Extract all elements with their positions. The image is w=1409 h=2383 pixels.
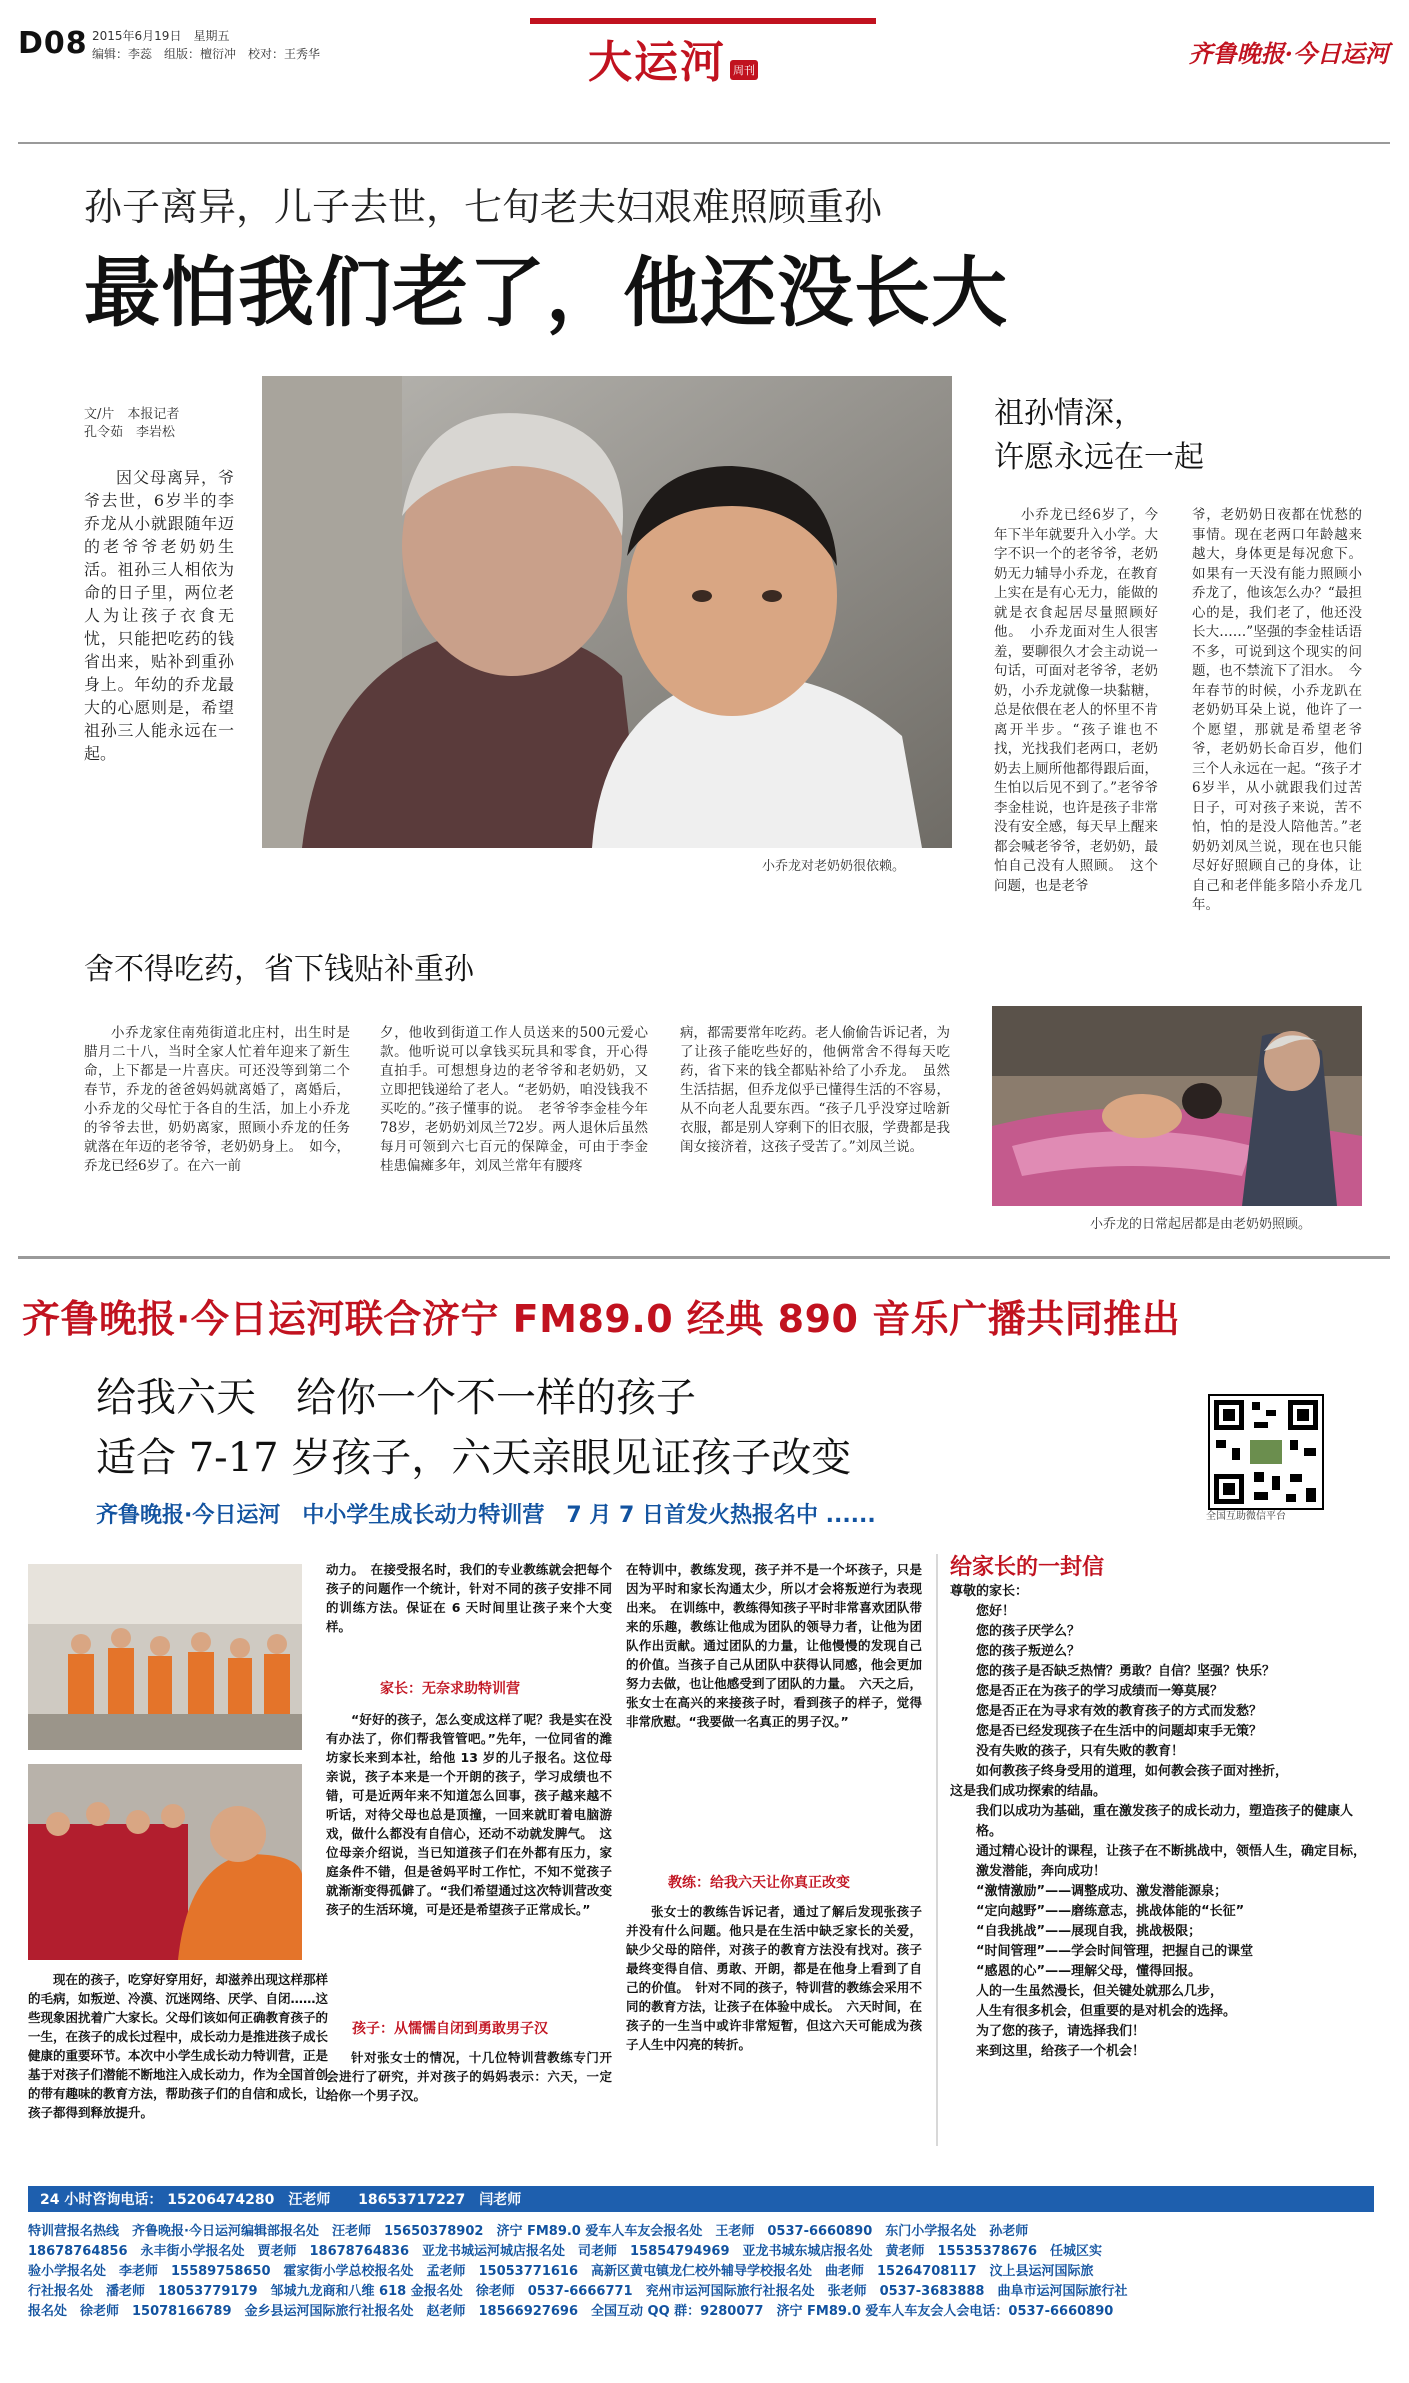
photo-2-caption: 小乔龙的日常起居都是由老奶奶照顾。 — [1090, 1217, 1312, 1232]
registration-row: 特训营报名热线 齐鲁晚报·今日运河编辑部报名处 汪老师 15650378902 济宁 FM89.0 爱车人车友会报名处 王老师 0537-6660890 东门小学报名处 孙老师 — [28, 2224, 1029, 2239]
hotline-label: 24 小时咨询电话： — [40, 2192, 163, 2208]
byline-line-2: 孔令茹 李岩松 — [84, 425, 176, 440]
article-lead: 因父母离异，爷爷去世，6岁半的李乔龙从小就跟随年迈的老爷爷老奶奶生活。祖孙三人相依为命的日子里，两位老人为让孩子衣食无忧，只能把吃药的钱省出来，贴补到重孙身上。年幼的乔龙最大的心愿则是，希望祖孙三人能永远在一起。 — [84, 468, 234, 763]
ad-col3-body-2: 张女士的教练告诉记者，通过了解后发现张孩子并没有什么问题。他只是在生活中缺乏家长的关爱，缺少父母的陪伴，对孩子的教育方法没有找对。孩子最终变得自信、勇敢、开朗，都是在他身上看到了自己的价值。 针对不同的孩子，特训营的教练会采用不同的教育方法，让孩子在体验中成长。 六天时间，在孩子的一生当中或许非常短暂，但这六天可能成为孩子人生中闪亮的转折。 — [626, 1904, 922, 2052]
masthead-logo — [588, 26, 758, 90]
hotline-number-1[interactable]: 15206474280 汪老师 — [167, 2192, 331, 2208]
letter-line: 您的孩子是否缺乏热情？勇敢？自信？坚强？快乐？ — [976, 1664, 1276, 1679]
ad-photo-kids-hallway — [28, 1564, 302, 1750]
letter-line: 没有失败的孩子，只有失败的教育！ — [976, 1744, 1185, 1759]
masthead-title: 大运河 — [588, 37, 726, 88]
ad-col2-intro: 动力。 在接受报名时，我们的专业教练就会把每个孩子的问题作一个统计，针对不同的孩子安排不同的训练方法。保证在 6 天时间里让孩子来个大变样。 — [326, 1562, 612, 1634]
letter-line: 您的孩子叛逆么？ — [976, 1644, 1081, 1659]
section-1-title-line-2: 许愿永远在一起 — [994, 440, 1204, 475]
registration-row: 18678764856 永丰街小学报名处 贾老师 18678764836 亚龙书城运河城店报名处 司老师 15854794969 亚龙书城东城店报名处 黄老师 15535378676 任城区实 — [28, 2244, 1102, 2259]
qr-code-icon[interactable] — [1208, 1394, 1324, 1510]
photo-grandmother-and-boy — [262, 376, 952, 848]
section-1-title-line-1: 祖孙情深， — [994, 396, 1144, 431]
letter-line: 您好！ — [976, 1604, 1016, 1619]
article-kicker: 孙子离异，儿子去世，七旬老夫妇艰难照顾重孙 — [84, 185, 883, 229]
header-divider — [18, 142, 1390, 144]
section-2-col-2: 夕，他收到街道工作人员送来的500元爱心款。他听说可以拿钱买玩具和零食，开心得直拍手。可想想身边的老爷爷和老奶奶，又立即把钱递给了老人。“老奶奶，咱没钱我不买吃的。”孩子懂事的说。 老爷爷李金桂今年78岁，老奶奶刘凤兰72岁。两人退休后虽然每月可领到六七百元的保障金，可由于李金桂患偏瘫多年，刘凤兰常年有腰疼 — [380, 1025, 648, 1174]
ad-banner: 齐鲁晚报·今日运河联合济宁 FM89.0 经典 890 音乐广播共同推出 — [22, 1297, 1181, 1341]
masthead-tag: 周刊 — [730, 60, 758, 80]
letter-line: “时间管理”——学会时间管理，把握自己的课堂 — [976, 1944, 1254, 1959]
brand-right: 齐鲁晚报·今日运河 — [1188, 39, 1389, 68]
letter-line: 您的孩子厌学么？ — [976, 1624, 1081, 1639]
ad-photo-kids-group — [28, 1764, 302, 1960]
ad-col2-body-1: “好好的孩子，怎么变成这样了呢？我是实在没有办法了，你们帮我管管吧。”先年，一位同省的潍坊家长来到本社，给他 13 岁的儿子报名。这位母亲说，孩子本来是一个开朗的孩子，学习成绩也不错，可是近两年来不知道怎么回事，孩子越来越不听话，对待父母也总是顶撞，一回来就盯着电脑游戏，做什么都没有自信心，还动不动就发脾气。 这位母亲介绍说，当已知道孩子们在外都有压力，家庭条件不错，但是爸妈平时工作忙，不知不觉孩子就渐渐变得孤僻了。“我们希望通过这次特训营改变孩子的生活环境，可是还是希望孩子正常成长。” — [326, 1712, 612, 1917]
letter-line: 来到这里，给孩子一个机会！ — [976, 2044, 1146, 2059]
registration-row: 行社报名处 潘老师 18053779179 邹城九龙商和八维 618 金报名处 徐老师 0537-6666771 兖州市运河国际旅行社报名处 张老师 0537-3683888 曲阜市运河国际旅行社 — [28, 2284, 1128, 2299]
ad-col2-body-2: 针对张女士的情况，十几位特训营教练专门开会进行了研究，并对孩子的妈妈表示：六天，一定给你一个男子汉。 — [326, 2050, 612, 2103]
letter-line: 您是否已经发现孩子在生活中的问题却束手无策？ — [976, 1724, 1263, 1739]
issue-date: 2015年6月19日 星期五 — [92, 29, 230, 43]
article-headline: 最怕我们老了，他还没长大 — [84, 248, 1008, 337]
section-2-col-3: 病，都需要常年吃药。老人偷偷告诉记者，为了让孩子能吃些好的，他俩常舍不得每天吃药，省下来的钱全都贴补给了小乔龙。 虽然生活拮据，但乔龙似乎已懂得生活的不容易，从不向老人乱要东西。“孩子几乎没穿过啥新衣服，都是别人穿剩下的旧衣服，学费都是我闺女接济着，这孩子受苦了。”刘凤兰说。 — [680, 1025, 950, 1155]
ad-col3-subhead: 教练：给我六天让你真正改变 — [668, 1875, 850, 1891]
letter-title: 给家长的一封信 — [950, 1555, 1105, 1580]
ad-col3-body-1: 在特训中，教练发现，孩子并不是一个坏孩子，只是因为平时和家长沟通太少，所以才会将叛逆行为表现出来。 在训练中，教练得知孩子平时非常喜欢团队带来的乐趣，教练让他成为团队的领导力者，让他为团队作出贡献。通过团队的力量，让他慢慢的发现自己的价值。当孩子自己从团队中获得认同感，他会更加努力去做，也让他感受到了团队的力量。 六天之后，张女士在高兴的来接孩子时，看到孩子的样子，觉得非常欣慰。“我要做一名真正的男子汉。” — [626, 1562, 922, 1729]
qr-pattern — [1210, 1396, 1322, 1508]
page-number: D08 — [18, 26, 88, 61]
section-1-title — [994, 392, 1204, 480]
letter-line: 如何教孩子终身受用的道理，如何教会孩子面对挫折， — [976, 1764, 1289, 1779]
photo-daily-care — [992, 1006, 1362, 1206]
ad-col2-subhead-1: 家长：无奈求助特训营 — [380, 1681, 520, 1697]
letter-line: “自我挑战”——展现自我，挑战极限； — [976, 1924, 1202, 1939]
section-1-col-1: 小乔龙已经6岁了，今年下半年就要升入小学。大字不识一个的老爷爷，老奶奶无力辅导小乔龙，在教育上实在是有心无力，能做的就是衣食起居尽量照顾好他。 小乔龙面对生人很害羞，要聊很久才会主动说一句话，可面对老爷爷，老奶奶，小乔龙就像一块黏糖，总是依偎在老人的怀里不肯离开半步。“孩子谁也不找，光找我们老两口，老奶奶去上厕所他都得跟后面，生怕以后见不到了。”老爷爷李金桂说，也许是孩子非常没有安全感，每天早上醒来都会喊老爷爷，老奶奶，最怕自己没有人照顾。 这个问题，也是老爷 — [994, 507, 1158, 894]
photo-1-caption: 小乔龙对老奶奶很依赖。 — [762, 859, 906, 874]
section-1-col-2: 爷，老奶奶日夜都在忧愁的事情。现在老两口年龄越来越大，身体更是每况愈下。如果有一天没有能力照顾小乔龙了，他该怎么办？“最担心的是，我们老了，他还没长大……”坚强的李金桂话语不多，可说到这个现实的问题，也不禁流下了泪水。 今年春节的时候，小乔龙趴在老奶奶耳朵上说，他许了一个愿望，那就是希望老爷爷，老奶奶长命百岁，他们三个人永远在一起。“孩子才6岁半，从小就跟我们过苦日子，可对孩子来说，苦不怕，怕的是没人陪他苦。”老奶奶刘凤兰说，现在也只能尽好好照顾自己的身体，让自己和老伴能多陪小乔龙几年。 — [1192, 507, 1362, 913]
letter-line: 您是否正在为寻求有效的教育孩子的方式而发愁？ — [976, 1704, 1263, 1719]
photo-2-illustration — [992, 1006, 1362, 1206]
qr-caption: 全国互助微信平台 — [1206, 1511, 1286, 1522]
letter-line: 通过精心设计的课程，让孩子在不断挑战中，领悟人生，确定目标，激发潜能，奔向成功！ — [976, 1844, 1367, 1879]
ad-slogan-2: 适合 7-17 岁孩子，六天亲眼见证孩子改变 — [96, 1435, 852, 1481]
masthead-rule — [530, 18, 876, 24]
registration-row: 验小学报名处 李老师 15589758650 霍家街小学总校报名处 孟老师 15053771616 高新区黄屯镇龙仁校外辅导学校报名处 曲老师 15264708117 汶上县运河国际旅 — [28, 2264, 1094, 2279]
letter-line: 尊敬的家长： — [950, 1584, 1029, 1599]
letter-line: 为了您的孩子，请选择我们！ — [976, 2024, 1146, 2039]
hotline-number-2[interactable]: 18653717227 闫老师 — [358, 2192, 522, 2208]
letter-line: “定向越野”——磨练意志，挑战体能的“长征” — [976, 1904, 1245, 1919]
byline — [84, 406, 244, 442]
ad-camp-line: 齐鲁晚报·今日运河 中小学生成长动力特训营 7 月 7 日首发火热报名中 ...... — [96, 1503, 876, 1528]
photo-1-illustration — [262, 376, 952, 848]
ad-col2-subhead-2: 孩子：从懦懦自闭到勇敢男子汉 — [352, 2021, 548, 2037]
ad-slogan-1: 给我六天 给你一个不一样的孩子 — [96, 1375, 696, 1421]
hotline-text — [40, 2189, 521, 2209]
letter-line: 人的一生虽然漫长，但关键处就那么几步， — [976, 1984, 1224, 1999]
letter-line: “感恩的心”——理解父母，懂得回报。 — [976, 1964, 1202, 1979]
letter-body — [950, 1582, 1370, 2062]
letter-line: 我们以成功为基础，重在激发孩子的成长动力，塑造孩子的健康人格。 — [976, 1804, 1354, 1839]
ad-left-text: 现在的孩子，吃穿好穿用好，却滋养出现这样那样的毛病，如叛逆、冷漠、沉迷网络、厌学、自闭……这些现象困扰着广大家长。父母们该如何正确教育孩子的一生，在孩子的成长过程中，成长动力是推进孩子成长健康的重要环节。本次中小学生成长动力特训营，正是基于对孩子们潜能不断地注入成长动力，作为全国首创的带有趣味的教育方法，帮助孩子们的自信和成长，让孩子都得到释放提升。 — [28, 1972, 329, 2120]
ad-photo-2-illustration — [28, 1764, 302, 1960]
letter-line: 人生有很多机会，但重要的是对机会的选择。 — [976, 2004, 1237, 2019]
registration-list — [28, 2222, 1374, 2322]
editors-line: 编辑：李蕊 组版：檀衍冲 校对：王秀华 — [92, 47, 321, 61]
letter-line: “激情激励”——调整成功、激发潜能源泉； — [976, 1884, 1228, 1899]
article-bottom-divider — [18, 1256, 1390, 1259]
section-2-col-1: 小乔龙家住南苑街道北庄村，出生时是腊月二十八，当时全家人忙着年迎来了新生命，上下都是一片喜庆。可还没等到第二个春节，乔龙的爸爸妈妈就离婚了，离婚后，小乔龙的父母忙于各自的生活，加上小乔龙的爷爷去世，奶奶离家，照顾小乔龙的任务就落在年迈的老爷爷，老奶奶身上。 如今，乔龙已经6岁了。在六一前 — [84, 1025, 350, 1174]
ad-photo-1-illustration — [28, 1564, 302, 1750]
byline-line-1: 文/片 本报记者 — [84, 407, 180, 422]
letter-line: 您是否正在为孩子的学习成绩而一筹莫展？ — [976, 1684, 1224, 1699]
registration-row: 报名处 徐老师 15078166789 金乡县运河国际旅行社报名处 赵老师 18566927696 全国互动 QQ 群：9280077 济宁 FM89.0 爱车人车友会人会电话：0537-6660890 — [28, 2304, 1114, 2319]
letter-line: 这是我们成功探索的结晶。 — [950, 1784, 1107, 1799]
section-2-title: 舍不得吃药，省下钱贴补重孙 — [84, 952, 474, 987]
